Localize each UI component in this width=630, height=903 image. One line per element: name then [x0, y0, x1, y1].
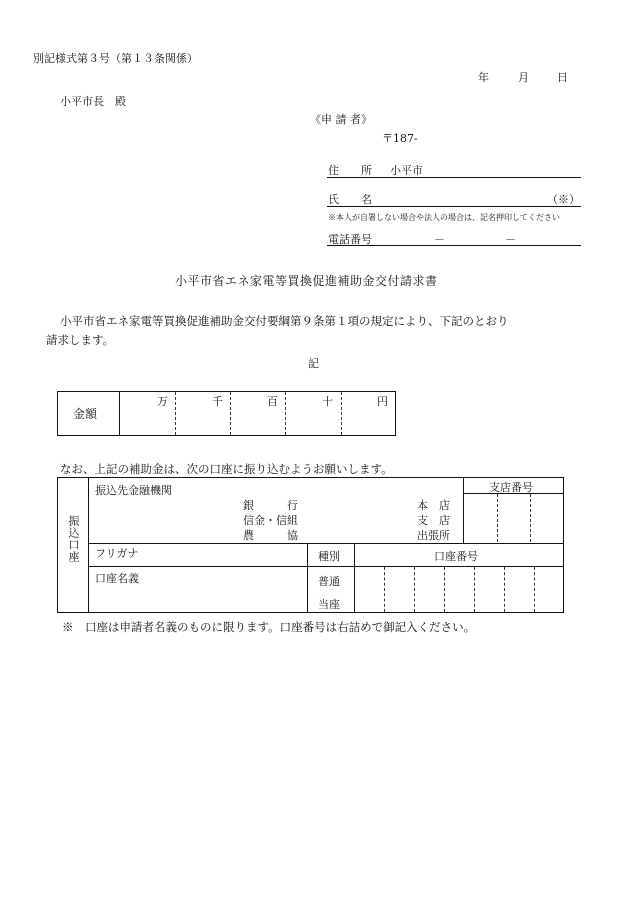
amount-unit-man: 万	[157, 395, 168, 408]
inst-type-nokyo: 農 協	[243, 529, 298, 542]
address-value: 小平市	[390, 164, 423, 177]
form-number: 別記様式第３号（第１３条関係）	[33, 52, 198, 65]
phone-underline	[327, 245, 581, 246]
inst-type-shinkin: 信金・信組	[243, 514, 298, 527]
name-label: 氏 名	[328, 193, 372, 206]
furigana-separator	[88, 566, 564, 567]
phone-dash-2: －	[505, 233, 516, 246]
amount-divider	[341, 392, 342, 435]
address-label: 住 所	[328, 164, 372, 177]
branch-type-honten: 本 店	[417, 499, 450, 512]
postal-code: 〒187-	[382, 132, 418, 145]
account-number-digit-divider	[504, 567, 505, 612]
address-underline	[327, 177, 581, 178]
account-number-digit-divider	[534, 567, 535, 612]
date-day-label: 日	[557, 71, 568, 84]
document-title: 小平市省エネ家電等買換促進補助金交付請求書	[175, 274, 438, 288]
ki-heading: 記	[308, 357, 319, 370]
account-row-separator	[88, 543, 564, 544]
amount-unit-sen: 千	[212, 395, 223, 408]
account-side-label: 振込口座	[67, 515, 80, 563]
branch-type-shutchojo: 出張所	[417, 529, 450, 542]
kind-label: 種別	[318, 550, 340, 563]
transfer-note: なお、上記の補助金は、次の口座に振り込むようお願いします。	[60, 462, 393, 476]
phone-dash-1: －	[434, 233, 445, 246]
account-holder-label: 口座名義	[95, 572, 139, 585]
account-number-digit-divider	[414, 567, 415, 612]
name-underline	[327, 206, 581, 207]
branch-number-digit-divider	[497, 494, 498, 542]
date-month-label: 月	[518, 71, 529, 84]
addressee: 小平市長 殿	[60, 95, 126, 108]
body-line-2: 請求します。	[46, 333, 115, 347]
amount-label: 金額	[73, 407, 98, 421]
furigana-label: フリガナ	[95, 547, 139, 560]
account-number-digit-divider	[384, 567, 385, 612]
amount-unit-yen: 円	[377, 395, 388, 408]
amount-divider	[175, 392, 176, 435]
kind-option-futsu: 普通	[318, 575, 340, 588]
date-year-label: 年	[478, 71, 489, 84]
inst-type-bank: 銀 行	[243, 499, 298, 512]
account-number-digit-divider	[444, 567, 445, 612]
branch-type-shiten: 支 店	[417, 514, 450, 527]
account-number-label: 口座番号	[434, 550, 478, 563]
kind-divider	[307, 543, 308, 613]
amount-label-divider	[119, 391, 120, 436]
name-seal-mark: （※）	[547, 193, 580, 206]
amount-unit-ju: 十	[322, 395, 333, 408]
account-side-divider	[88, 477, 89, 613]
amount-divider	[230, 392, 231, 435]
kind-option-toza: 当座	[318, 598, 340, 611]
footer-note: ※ 口座は申請者名義のものに限ります。口座番号は右詰めで御記入ください。	[62, 620, 476, 634]
amount-divider	[285, 392, 286, 435]
branch-number-digit-divider	[530, 494, 531, 542]
bank-label: 振込先金融機関	[95, 484, 172, 497]
account-number-divider	[354, 543, 355, 613]
body-line-1: 小平市省エネ家電等買換促進補助金交付要綱第９条第１項の規定により、下記のとおり	[60, 314, 509, 328]
branch-number-label: 支店番号	[489, 481, 533, 494]
branch-number-divider	[463, 477, 464, 543]
amount-table	[57, 391, 396, 436]
applicant-heading: 《申 請 者》	[310, 113, 372, 126]
account-number-digit-divider	[474, 567, 475, 612]
name-note: ※本人が自署しない場合や法人の場合は、記名押印してください	[328, 213, 560, 222]
phone-label: 電話番号	[328, 233, 372, 246]
amount-unit-hyaku: 百	[267, 395, 278, 408]
